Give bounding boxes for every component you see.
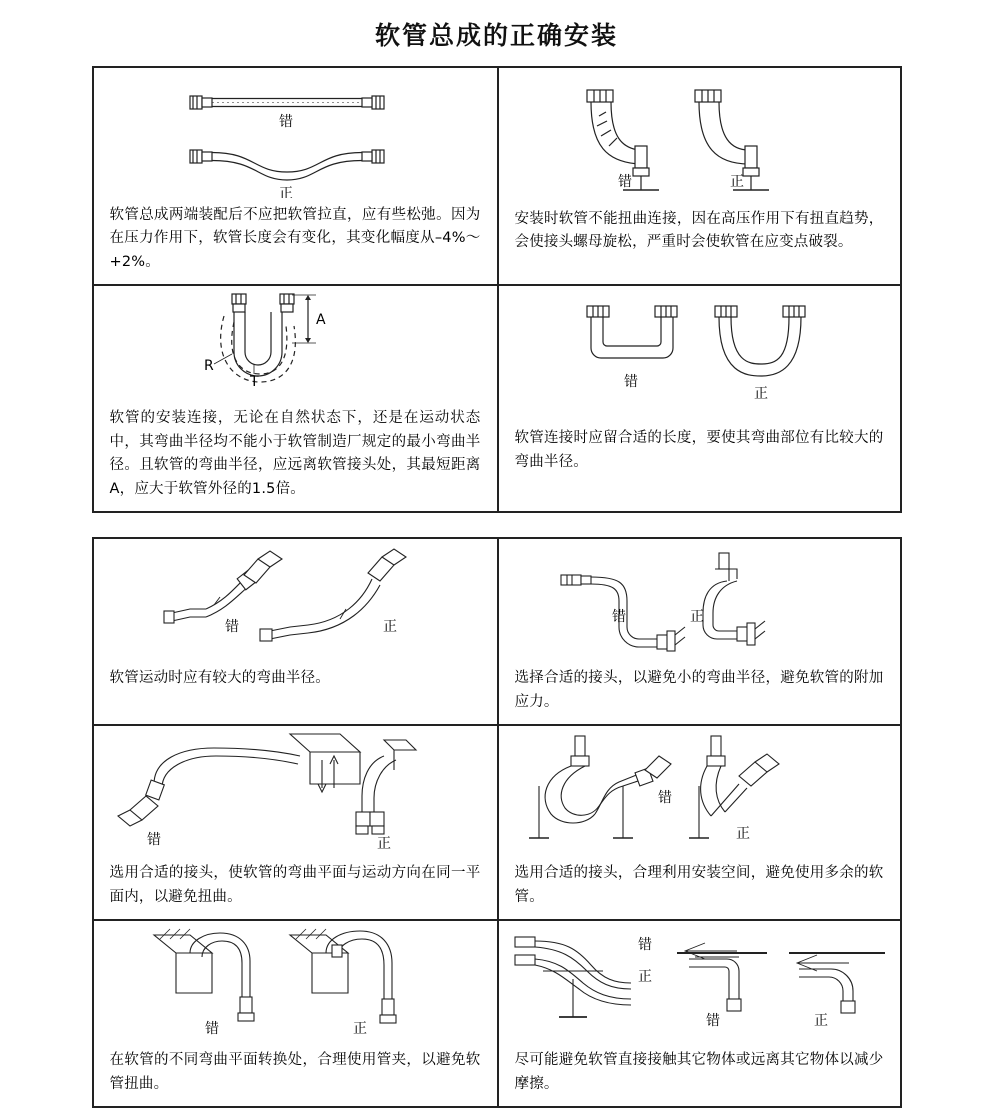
label-wrong: 错: [204, 1021, 219, 1038]
panel-7: [94, 726, 497, 919]
label-dim-r: R: [203, 358, 214, 375]
panel-3-caption: 软管的安装连接，无论在自然状态下，还是在运动状态中，其弯曲半径均不能小于软管制造厂规定的最小弯曲半径。且软管的弯曲半径，应远离软管接头处，其最短距离A，应大于软管外径的1.5倍。: [109, 410, 481, 497]
label-right: 正: [382, 619, 397, 636]
figure-avoid-contact-with-objects: [499, 921, 900, 1043]
panel-5-caption: 软管运动时应有较大的弯曲半径。: [109, 670, 330, 687]
label-wrong: 错: [278, 114, 293, 130]
label-right: 正: [735, 826, 750, 843]
figure-suitable-fitting-avoid-small-radius: [499, 539, 900, 661]
label-right: 正: [813, 1013, 828, 1030]
panel-10: [497, 921, 900, 1106]
panel-7-caption: 选用合适的接头，使软管的弯曲平面与运动方向在同一平面内，以避免扭曲。: [109, 865, 481, 905]
diagram-row-5: [94, 919, 900, 1106]
panel-5: [94, 539, 497, 724]
diagram-row-4: [94, 724, 900, 919]
panel-9-caption: 在软管的不同弯曲平面转换处，合理使用管夹，以避免软管扭曲。: [109, 1052, 481, 1092]
panel-6: [497, 539, 900, 724]
figure-moving-hose-large-radius: [94, 539, 497, 661]
panel-1-caption: 软管总成两端装配后不应把软管拉直，应有些松弛。因为在压力作用下，软管长度会有变化，其变化幅度从–4%～+2%。: [109, 207, 481, 270]
figure-twisted-vs-untwisted-hose: [499, 68, 900, 198]
label-wrong: 错: [611, 609, 626, 626]
figure-bend-plane-same-as-motion: [94, 726, 497, 856]
panel-8-caption: 选用合适的接头，合理利用安装空间，避免使用多余的软管。: [514, 865, 884, 905]
page-title: 软管总成的正确安装: [374, 21, 618, 50]
panel-10-caption: 尽可能避免软管直接接触其它物体或远离其它物体以减少摩擦。: [514, 1052, 884, 1092]
panel-4: [497, 286, 900, 511]
panel-9: [94, 921, 497, 1106]
label-wrong: 错: [705, 1013, 720, 1030]
label-right: 正: [376, 836, 391, 853]
panel-6-caption: 选择合适的接头，以避免小的弯曲半径，避免软管的附加应力。: [514, 670, 884, 710]
figure-use-space-avoid-excess-hose: [499, 726, 900, 856]
label-right: 正: [278, 186, 293, 198]
panel-2-caption: 安装时软管不能扭曲连接，因在高压作用下有扭直趋势，会使接头螺母旋松，严重时会使软管在应变点破裂。: [514, 211, 884, 251]
diagram-block-top: [92, 66, 902, 513]
label-right: 正: [753, 386, 768, 403]
panel-8: [497, 726, 900, 919]
label-wrong: 错: [617, 174, 632, 190]
label-dim-t: T: [249, 374, 259, 391]
diagram-row-2: [94, 284, 900, 511]
figure-clamps-at-plane-change: [94, 921, 497, 1043]
label-wrong: 错: [146, 832, 161, 849]
label-wrong: 错: [224, 619, 239, 636]
panel-3: [94, 286, 497, 511]
label-right: 正: [637, 969, 652, 986]
figure-straight-vs-slack-hose: [94, 68, 497, 198]
panel-1: [94, 68, 497, 284]
diagram-row-1: [94, 68, 900, 284]
label-dim-a: A: [315, 312, 326, 329]
figure-sharp-vs-large-bend-loop: [499, 286, 900, 421]
label-right: 正: [689, 609, 704, 626]
label-wrong: 错: [623, 374, 638, 391]
diagram-block-bottom: [92, 537, 902, 1108]
label-wrong: 错: [657, 790, 672, 807]
panel-4-caption: 软管连接时应留合适的长度，要使其弯曲部位有比较大的弯曲半径。: [514, 430, 884, 470]
label-wrong: 错: [637, 937, 652, 954]
diagram-row-3: [94, 539, 900, 724]
figure-bend-radius-and-distance-a: [94, 286, 497, 401]
panel-2: [497, 68, 900, 284]
label-right: 正: [352, 1021, 367, 1038]
label-right: 正: [729, 174, 744, 190]
